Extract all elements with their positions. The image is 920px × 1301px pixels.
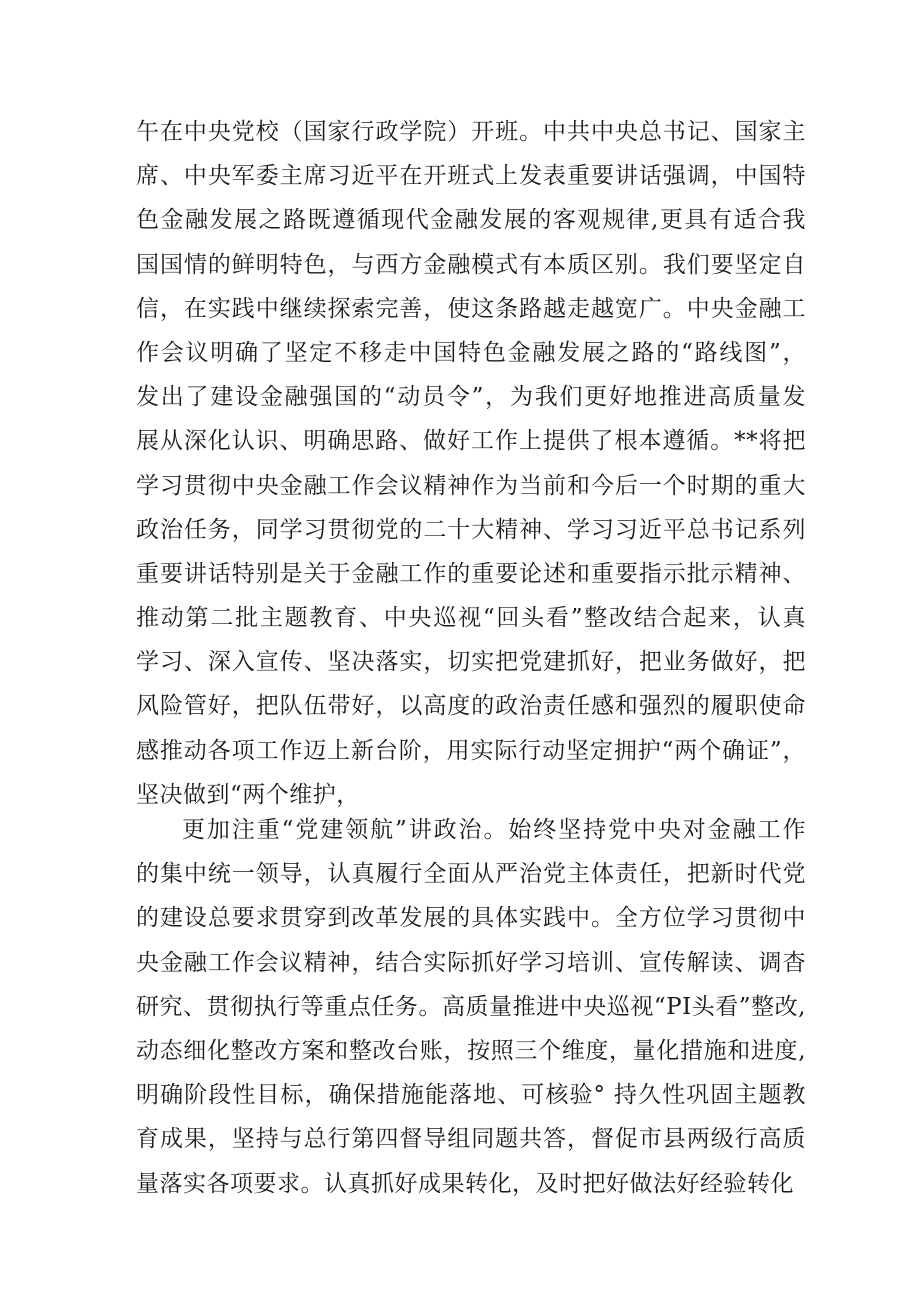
text-line: 央金融工作会议精神，结合实际抓好学习培训、宣传解读、调杳 [136, 949, 806, 976]
text-line: 午在中央党校（国家行政学院）开班。中共中央总书记、国家主 [136, 119, 806, 145]
text-line: 量落实各项要求。认真抓好成果转化，及时把好做法好经验转化 [136, 1170, 794, 1197]
text-line: 明确阶段性目标，确保措施能落地、可核验° 持久性巩固主题教 [136, 1082, 806, 1109]
text-line: 政治任务，同学习贯彻党的二十大精神、学习习近平总书记系列 [136, 516, 806, 543]
text-line: 的建设总要求贯穿到改革发展的具体实践中。全方位学习贯彻中 [136, 905, 806, 932]
text-line: 色金融发展之路既遵循现代金融发展的客观规律,更具有适合我 [136, 207, 806, 234]
text-line: 研究、贯彻执行等重点任务。高质量推进中央巡视“PI头看”整改, [136, 993, 806, 1020]
paragraph-1 [136, 110, 806, 817]
paragraph-2 [136, 808, 806, 1206]
text-line: 推动第二批主题教育、中央巡视“回头看”整改结合起来，认真 [136, 605, 806, 632]
text-line: 风险管好，把队伍带好，以高度的政治责任感和强烈的履职使命 [136, 693, 806, 720]
text-line: 学习、深入宣传、坚决落实，切实把党建抓好，把业务做好，把 [136, 649, 806, 676]
text-line: 重要讲话特别是关于金融工作的重要论述和重要指示批示精神、 [136, 560, 806, 587]
text-line: 席、中央军委主席习近平在开班式上发表重要讲话强调，中国特 [136, 163, 806, 190]
text-line: 国国情的鲜明特色，与西方金融模式有本质区别。我们要坚定自 [136, 251, 806, 278]
text-line: 坚决做到“两个维护， [136, 781, 360, 808]
text-line: 展从深化认识、明确思路、做好工作上提供了根本遵循。**将把 [136, 428, 806, 455]
text-line: 育成果，坚持与总行第四督导组同题共答，督促市县两级行高质 [136, 1126, 806, 1153]
text-line: 学习贯彻中央金融工作会议精神作为当前和今后一个时期的重大 [136, 472, 806, 499]
text-line: 信，在实践中继续探索完善，使这条路越走越宽广。中央金融工 [136, 295, 806, 322]
text-line: 感推动各项工作迈上新台阶，用实际行动坚定拥护“两个确证”， [136, 737, 806, 764]
text-line: 发出了建设金融强国的“动员令”，为我们更好地推进高质量发 [136, 384, 806, 411]
text-line: 更加注重“党建领航”讲政治。始终坚持党中央对金融工作 [182, 817, 806, 843]
text-line: 作会议明确了坚定不移走中国特色金融发展之路的“路线图”， [136, 339, 806, 366]
text-line: 的集中统一领导，认真履行全面从严治党主体责任，把新时代党 [136, 861, 806, 888]
text-line: 动态细化整改方案和整改台账，按照三个维度，量化措施和进度, [136, 1037, 806, 1064]
